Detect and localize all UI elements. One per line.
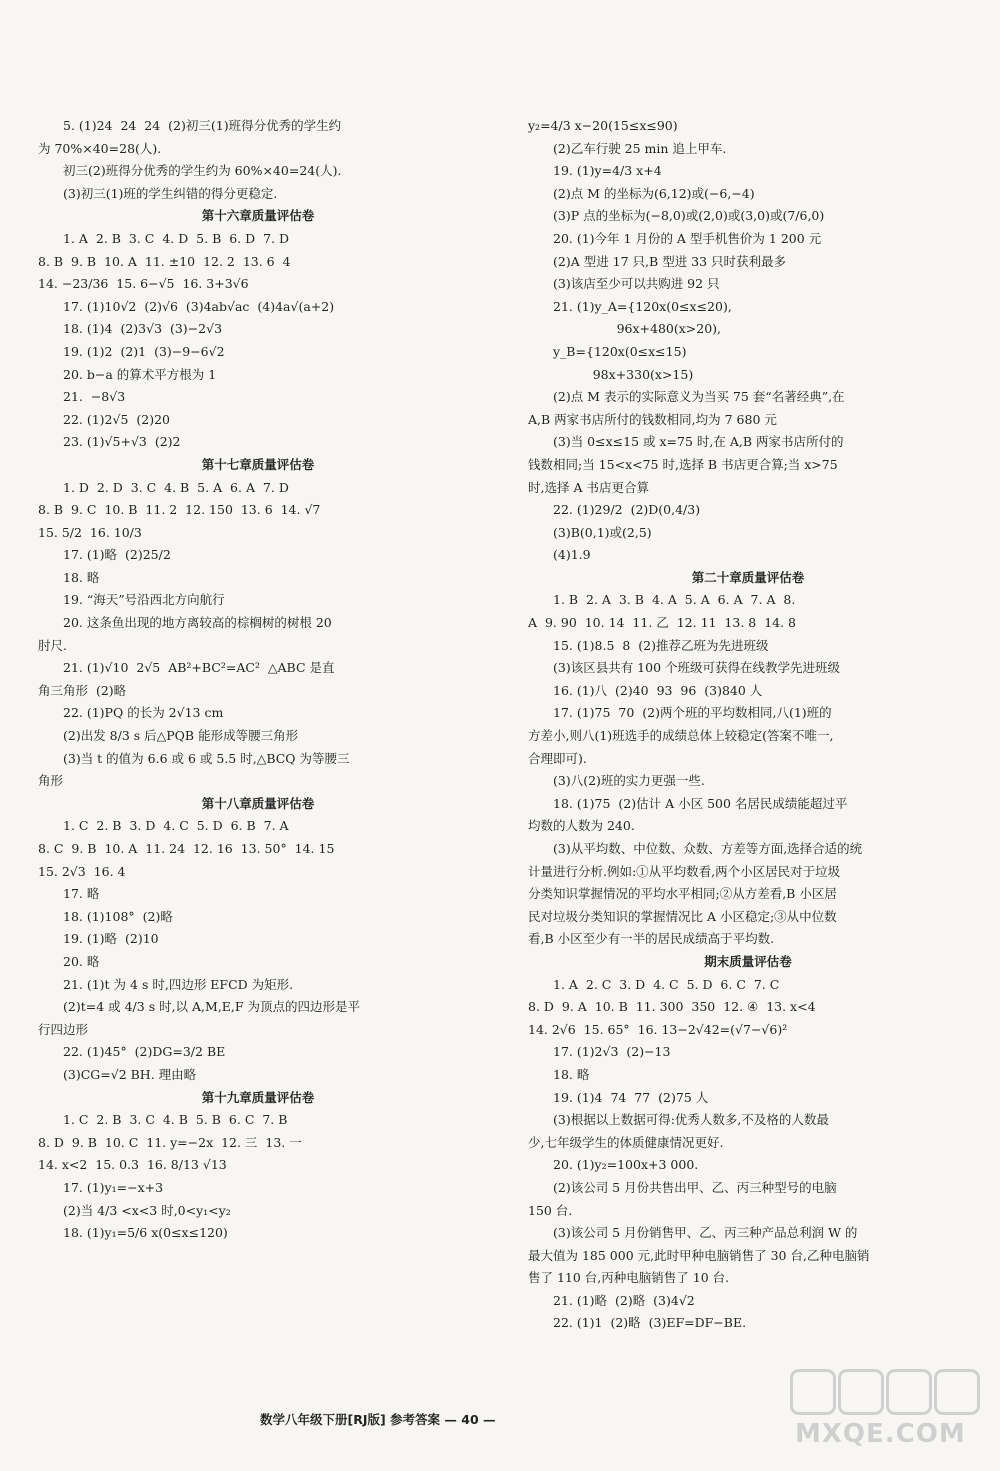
answer-line: 1. C 2. B 3. D 4. C 5. D 6. B 7. A xyxy=(63,818,289,834)
answer-line: (2)点 M 表示的实际意义为当买 75 套“名著经典”,在 xyxy=(553,389,845,405)
answer-line: 96x+480(x>20), xyxy=(553,321,722,337)
answer-line: 15. (1)8.5 8 (2)推荐乙班为先进班级 xyxy=(553,637,769,653)
answer-line: 8. B 9. C 10. B 11. 2 12. 150 13. 6 14. √7 xyxy=(38,502,321,518)
section-heading: 第十七章质量评估卷 xyxy=(201,456,315,472)
answer-line: 150 台. xyxy=(528,1202,573,1218)
answer-line: 初三(2)班得分优秀的学生约为 60%×40=24(人). xyxy=(63,163,342,179)
answer-line: (2)A 型进 17 只,B 型进 33 只时获利最多 xyxy=(553,253,787,269)
answer-line: (2)点 M 的坐标为(6,12)或(−6,−4) xyxy=(553,185,755,201)
answer-line: (3)P 点的坐标为(−8,0)或(2,0)或(3,0)或(7/6,0) xyxy=(553,208,825,224)
answer-line: 民对垃圾分类知识的掌握情况比 A 小区稳定;③从中位数 xyxy=(528,908,837,924)
section-heading: 期末质量评估卷 xyxy=(704,953,792,969)
answer-line: 21. (1)t 为 4 s 时,四边形 EFCD 为矩形. xyxy=(63,976,294,992)
answer-line: (3)B(0,1)或(2,5) xyxy=(553,524,652,540)
answer-line: 17. (1)75 70 (2)两个班的平均数相同,八(1)班的 xyxy=(553,705,832,721)
answer-line: 5. (1)24 24 24 (2)初三(1)班得分优秀的学生约 xyxy=(63,118,342,133)
answer-line: 21. (1)√10 2√5 AB²+BC²=AC² △ABC 是直 xyxy=(63,660,335,676)
answer-line: 17. (1)y₁=−x+3 xyxy=(63,1179,164,1195)
answer-line: 8. B 9. B 10. A 11. ±10 12. 2 13. 6 4 xyxy=(38,253,291,269)
answer-line: 18. 略 xyxy=(553,1066,590,1082)
answer-line: 8. C 9. B 10. A 11. 24 12. 16 13. 50° 14. 15 xyxy=(38,841,335,856)
answer-line: 19. (1)4 74 77 (2)75 人 xyxy=(553,1089,709,1105)
answer-line: 21. (1)略 (2)略 (3)4√2 xyxy=(553,1292,695,1308)
answer-line: (2)乙车行驶 25 min 追上甲车. xyxy=(553,140,727,156)
answer-line: 少,七年级学生的体质健康情况更好. xyxy=(528,1134,724,1150)
answer-line: 19. (1)略 (2)10 xyxy=(63,931,159,947)
watermark-box-icon xyxy=(790,1369,836,1415)
answer-line: 最大值为 185 000 元,此时甲种电脑销售了 30 台,乙种电脑销 xyxy=(528,1247,870,1263)
answer-line: 合理即可). xyxy=(528,750,587,766)
answer-line: 方差小,则八(1)班选手的成绩总体上较稳定(答案不唯一, xyxy=(528,728,834,744)
right-column xyxy=(528,115,968,1335)
answer-line: 14. 2√6 15. 65° 16. 13−2√42=(√7−√6)² xyxy=(528,1021,788,1037)
answer-line: 17. (1)10√2 (2)√6 (3)4ab√ac (4)4a√(a+2) xyxy=(63,298,335,314)
answer-line: 18. (1)4 (2)3√3 (3)−2√3 xyxy=(63,321,223,337)
answer-line: 时,选择 A 书店更合算 xyxy=(528,479,649,495)
answer-line: (3)当 0≤x≤15 或 x=75 时,在 A,B 两家书店所付的 xyxy=(553,434,844,450)
answer-line: 16. (1)八 (2)40 93 96 (3)840 人 xyxy=(553,682,763,698)
answer-line: 14. −23/36 15. 6−√5 16. 3+3√6 xyxy=(38,276,249,292)
answer-line: 20. 这条鱼出现的地方离较高的棕榈树的树根 20 xyxy=(63,615,332,631)
answer-line: 1. A 2. C 3. D 4. C 5. D 6. C 7. C xyxy=(553,976,780,992)
answer-line: 18. 略 xyxy=(63,569,100,585)
answer-line: y_B={120x(0≤x≤15) xyxy=(553,343,687,359)
answer-line: 计量进行分析.例如:①从平均数看,两个小区居民对于垃圾 xyxy=(528,863,841,879)
answer-line: y₂=4/3 x−20(15≤x≤90) xyxy=(528,118,678,133)
answer-line: 17. 略 xyxy=(63,886,100,902)
section-heading: 第十八章质量评估卷 xyxy=(201,795,315,811)
answer-line: 98x+330(x>15) xyxy=(553,366,694,382)
answer-line: 看,B 小区至少有一半的居民成绩高于平均数. xyxy=(528,931,775,947)
answer-line: 23. (1)√5+√3 (2)2 xyxy=(63,434,181,450)
answer-line: 角形 xyxy=(38,773,64,789)
answer-line: (3)八(2)班的实力更强一些. xyxy=(553,773,705,789)
answer-line: 15. 5/2 16. 10/3 xyxy=(38,524,142,540)
answer-line: 均数的人数为 240. xyxy=(528,818,635,834)
section-heading: 第十九章质量评估卷 xyxy=(201,1089,315,1105)
answer-line: 角三角形 (2)略 xyxy=(38,682,127,698)
watermark-box-icon xyxy=(838,1369,884,1415)
answer-line: 15. 2√3 16. 4 xyxy=(38,863,126,879)
answer-line: 1. C 2. B 3. C 4. B 5. B 6. C 7. B xyxy=(63,1112,288,1128)
answer-line: 21. (1)y_A={120x(0≤x≤20), xyxy=(553,298,732,314)
answer-line: (3)从平均数、中位数、众数、方差等方面,选择合适的统 xyxy=(553,841,863,856)
answer-line: 17. (1)略 (2)25/2 xyxy=(63,547,171,563)
answer-line: (2)出发 8/3 s 后△PQB 能形成等腰三角形 xyxy=(63,728,299,744)
answer-line: (4)1.9 xyxy=(553,547,591,563)
answer-line: (3)初三(1)班的学生纠错的得分更稳定. xyxy=(63,185,278,201)
watermark-url: MXQE.COM xyxy=(795,1419,966,1449)
answer-line: 1. B 2. A 3. B 4. A 5. A 6. A 7. A 8. xyxy=(553,592,796,608)
answer-line: (3)该区县共有 100 个班级可获得在线教学先进班级 xyxy=(553,660,841,676)
answer-line: 钱数相同;当 15<x<75 时,选择 B 书店更合算;当 x>75 xyxy=(528,456,838,472)
answer-line: 18. (1)108° (2)略 xyxy=(63,908,173,924)
answer-line: 20. (1)今年 1 月份的 A 型手机售价为 1 200 元 xyxy=(553,230,822,246)
answer-line: 肘尺. xyxy=(38,637,67,653)
left-column xyxy=(38,115,478,1245)
section-heading: 第二十章质量评估卷 xyxy=(691,569,805,585)
answer-line: 21. −8√3 xyxy=(63,389,126,405)
answer-line: (3)CG=√2 BH. 理由略 xyxy=(63,1066,197,1082)
answer-line: (3)该公司 5 月份销售甲、乙、丙三种产品总利润 W 的 xyxy=(553,1225,858,1241)
answer-line: 17. (1)2√3 (2)−13 xyxy=(553,1044,671,1060)
answer-line: 18. (1)y₁=5/6 x(0≤x≤120) xyxy=(63,1225,228,1241)
answer-line: A,B 两家书店所付的钱数相同,均为 7 680 元 xyxy=(528,411,777,427)
answer-line: 8. D 9. B 10. C 11. y=−2x 12. 三 13. 一 xyxy=(38,1134,302,1150)
answer-line: 22. (1)29/2 (2)D(0,4/3) xyxy=(553,502,701,518)
answer-line: (2)当 4/3 <x<3 时,0<y₁<y₂ xyxy=(63,1202,231,1218)
answer-line: 为 70%×40=28(人). xyxy=(38,140,162,156)
answer-line: (3)当 t 的值为 6.6 或 6 或 5.5 时,△BCQ 为等腰三 xyxy=(63,750,350,766)
answer-line: 行四边形 xyxy=(38,1021,89,1037)
answer-line: (2)该公司 5 月份共售出甲、乙、丙三种型号的电脑 xyxy=(553,1179,837,1195)
answer-line: 20. 略 xyxy=(63,953,100,969)
answer-line: 19. “海天”号沿西北方向航行 xyxy=(63,592,225,608)
answer-line: A 9. 90 10. 14 11. 乙 12. 11 13. 8 14. 8 xyxy=(528,615,796,631)
watermark-logo xyxy=(790,1369,980,1459)
answer-line: 售了 110 台,丙种电脑销售了 10 台. xyxy=(528,1270,730,1286)
answer-line: 19. (1)2 (2)1 (3)−9−6√2 xyxy=(63,343,225,359)
answer-line: 20. b−a 的算术平方根为 1 xyxy=(63,366,217,382)
answer-line: 22. (1)2√5 (2)20 xyxy=(63,411,170,427)
answer-line: 22. (1)1 (2)略 (3)EF=DF−BE. xyxy=(553,1315,747,1331)
answer-line: 18. (1)75 (2)估计 A 小区 500 名居民成绩能超过平 xyxy=(553,795,848,811)
answer-line: (2)t=4 或 4/3 s 时,以 A,M,E,F 为顶点的四边形是平 xyxy=(63,999,361,1015)
section-heading: 第十六章质量评估卷 xyxy=(201,208,315,224)
watermark-box-icon xyxy=(886,1369,932,1415)
answer-line: 分类知识掌握情况的平均水平相同;②从方差看,B 小区居 xyxy=(528,886,837,902)
answer-line: (3)该店至少可以共购进 92 只 xyxy=(553,276,720,292)
watermark-box-icon xyxy=(934,1369,980,1415)
answer-line: 22. (1)PQ 的长为 2√13 cm xyxy=(63,705,224,721)
answer-line: 1. A 2. B 3. C 4. D 5. B 6. D 7. D xyxy=(63,230,290,246)
answer-line: (3)根据以上数据可得:优秀人数多,不及格的人数最 xyxy=(553,1112,829,1128)
answer-line: 22. (1)45° (2)DG=3/2 BE xyxy=(63,1044,226,1060)
answer-line: 1. D 2. D 3. C 4. B 5. A 6. A 7. D xyxy=(63,479,289,495)
answer-line: 19. (1)y=4/3 x+4 xyxy=(553,163,662,179)
page-footer: 数学八年级下册[RJ版] 参考答案 — 40 — xyxy=(260,1412,496,1427)
answer-line: 20. (1)y₂=100x+3 000. xyxy=(553,1157,699,1173)
answer-line: 14. x<2 15. 0.3 16. 8/13 √13 xyxy=(38,1157,227,1173)
answer-line: 8. D 9. A 10. B 11. 300 350 12. ④ 13. x<4 xyxy=(528,999,816,1015)
